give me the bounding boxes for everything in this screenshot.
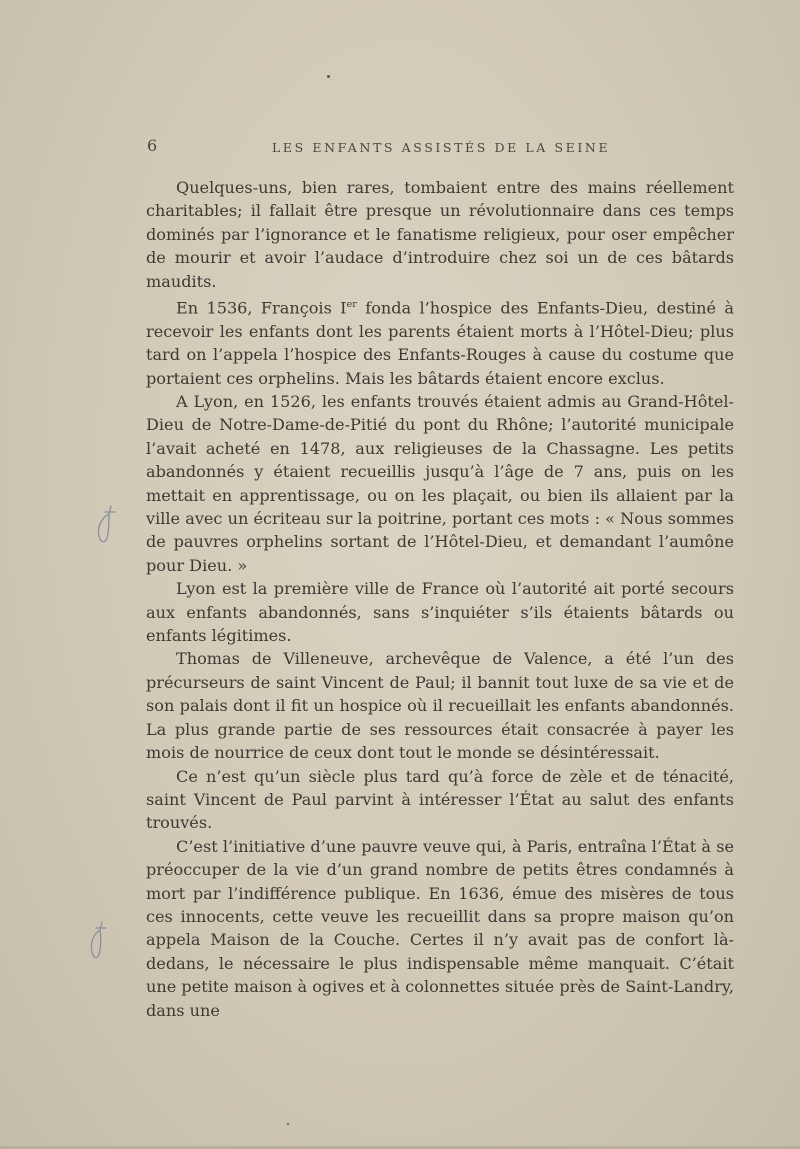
ink-speck [327,75,330,78]
superscript: er [346,299,357,311]
handwritten-pencil-mark-icon [86,920,110,964]
ink-speck [287,1123,289,1125]
paragraph: C’est l’initiative d’une pauvre veuve qui, à Paris, entraîna l’État à se préoccuper de la vie d’un grand nombre de petits êtres condamnés à mort par l’indifférence publique. En 1636, émue des misères de tous ces innocents, cette veuve les recueillit dans sa propre maison qu’on appela Maison de la Couche. Certes il n’y avait pas de confort là-dedans, le nécessaire le plus indispensable même manquait. C’était une petite maison à ogives et à colonnettes située près de Saint-Landry, dans une [146,836,734,1020]
paragraph: Quelques-uns, bien rares, tombaient entre des mains réellement charitables; il fallait être presque un révolutionnaire dans ces temps dominés par l’ignorance et le fanatisme religieux, pour oser empêcher de mourir et avoir l’audace d’introduire chez soi un de ces bâtards maudits. [146,178,734,291]
body-text [146,176,734,1022]
paragraph: Thomas de Villeneuve, archevêque de Valence, a été l’un des précurseurs de saint Vincent de Paul; il bannit tout luxe de sa vie et de son palais dont il fit un hospice où il recueillait les enfants abandonnés. La plus grande partie de ses ressources était consacrée à payer les mois de nourrice de ceux dont tout le monde se désintéressait. [146,649,734,763]
paragraph: A Lyon, en 1526, les enfants trouvés étaient admis au Grand-Hôtel-Dieu de Notre-Dame-de-Pitié du pont du Rhône; l’autorité municipale l’avait acheté en 1478, aux religieuses de la Chassagne. Les petits abandonnés y étaient recueillis jusqu’à l’âge de 7 ans, puis on les mettait en apprentissage, ou on les plaçait, ou bien ils allaient par la ville avec un écriteau sur la poitrine, portant ces mots : « Nous sommes de pauvres orphelins sortant de l’Hôtel-Dieu, et demandant l’aumône pour Dieu. » [146,392,734,575]
page-number: 6 [147,136,158,155]
paragraph: Lyon est la première ville de France où l’autorité ait porté secours aux enfants abandonnés, sans s’inquiéter s’ils étaients bâtards ou enfants légitimes. [146,579,734,646]
running-head: LES ENFANTS ASSISTÉS DE LA SEINE [272,140,611,155]
paragraph: Ce n’est qu’un siècle plus tard qu’à force de zèle et de ténacité, saint Vincent de Paul parvint à intéresser l’État au salut des enfants trouvés. [146,766,734,833]
handwritten-pencil-mark-icon [93,504,117,548]
paragraph: En 1536, François Ier fonda l’hospice des Enfants-Dieu, destiné à recevoir les enfants dont les parents étaient morts à l’Hôtel-Dieu; plus tard on l’appela l’hospice des Enfants-Rouges à cause du costume que portaient ces orphelins. Mais les bâtards étaient encore exclus. [146,298,735,388]
